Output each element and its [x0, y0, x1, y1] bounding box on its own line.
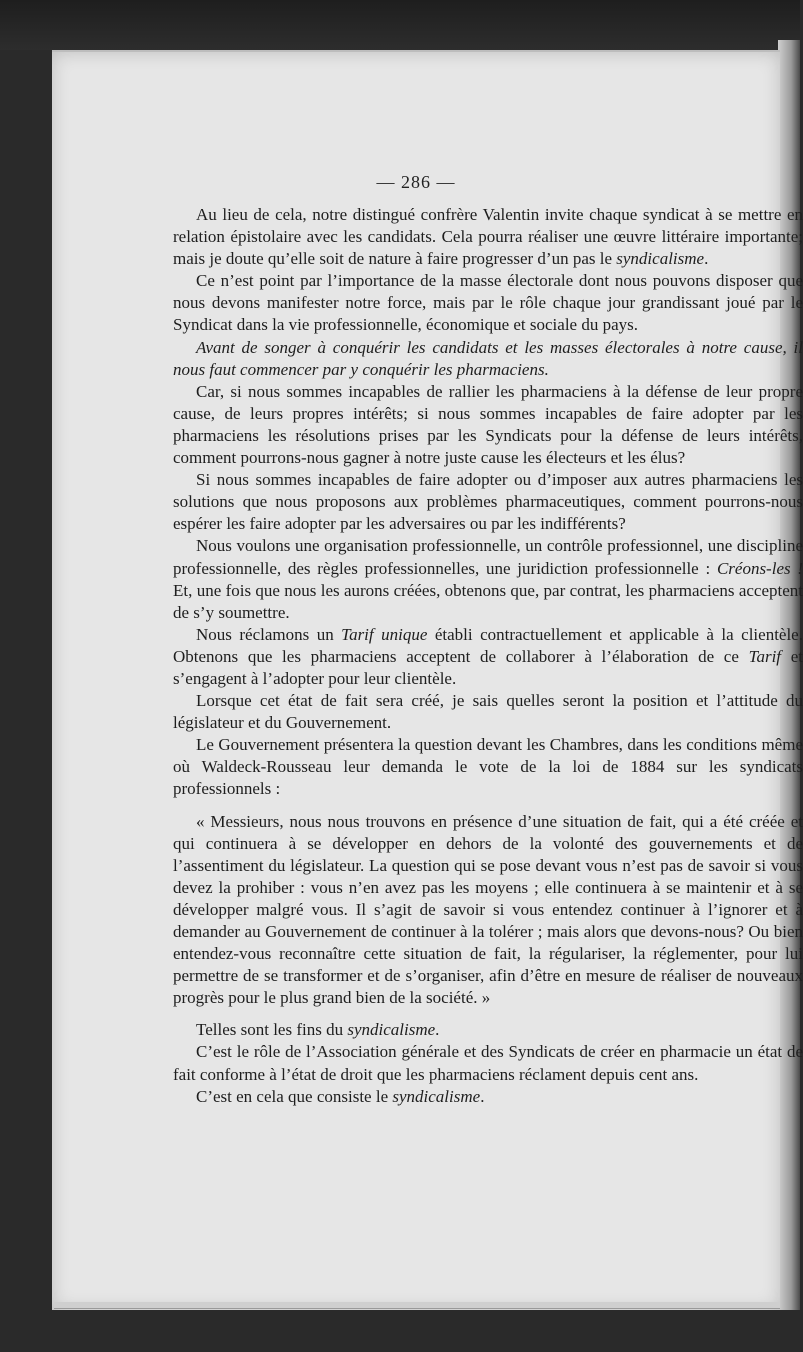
italic-term: syndicalisme — [392, 1086, 481, 1106]
paragraph-italic: Avant de songer à conquérir les candidats et les masses électorales à notre cause, il nous faut commencer par y conquérir les pharmaciens. — [173, 337, 803, 379]
paragraph: C’est en cela que consiste le syndicalisme. — [196, 1086, 485, 1106]
paragraph: Si nous sommes incapables de faire adopter ou d’imposer aux autres pharmaciens les solutions que nous proposons aux problèmes pharmaceutiques, comment pourrons-nous espérer les faire adopter par les adversaires ou par les indifférents? — [173, 470, 803, 534]
paragraph: Lorsque cet état de fait sera créé, je sais quelles seront la position et l’attitude du législateur et du Gouvernement. — [173, 691, 803, 733]
paragraph: Telles sont les fins du syndicalisme. — [196, 1020, 440, 1040]
paragraph: Nous voulons une organisation professionnelle, un contrôle professionnel, une discipline professionnelle, des règles professionnelles, une juridiction professionnelle : Créons-les ! Et, une fois que nous les aurons créées, obtenons que, par contrat, les pharmaciens acceptent de s’y soumettre. — [173, 536, 803, 622]
italic-term: Tarif — [748, 646, 782, 666]
page-bottom-edge — [54, 1302, 780, 1309]
italic-term: Tarif unique — [341, 624, 428, 644]
page-number: — 286 — — [376, 172, 456, 192]
italic-term: syndicalisme — [347, 1020, 436, 1040]
book-page — [52, 50, 803, 1310]
page-body-text — [173, 204, 803, 1108]
paragraph: Nous réclamons un Tarif unique établi contractuellement et applicable à la clientèle. Obtenons que les pharmaciens acceptent de collaborer à l’élaboration de ce Tarif et s’engagent à l’adopter pour leur clientèle. — [173, 624, 803, 688]
paragraph: Le Gouvernement présentera la question devant les Chambres, dans les conditions même où Waldeck-Rousseau leur demanda le vote de la loi de 1884 sur les syndicats professionnels : — [173, 735, 803, 799]
paragraph: C’est le rôle de l’Association générale et des Syndicats de créer en pharmacie un état de fait conforme à l’état de droit que les pharmaciens réclament depuis cent ans. — [173, 1042, 803, 1084]
paragraph: Au lieu de cela, notre distingué confrère Valentin invite chaque syndicat à se mettre en relation épistolaire avec les candidats. Cela pourra réaliser une œuvre littéraire importante; mais je doute qu’elle soit de nature à faire progresser d’un pas le syndicalisme. — [173, 205, 803, 269]
italic-term: syndicalisme — [616, 249, 705, 269]
scan-background-top — [0, 0, 800, 50]
block-quote: « Messieurs, nous nous trouvons en présence d’une situation de fait, qui a été créée et qui continuera à se développer en dehors de la volonté des gouvernements et de l’assentiment du législateur. La question qui se pose devant vous n’est pas de savoir si vous devez la prohiber : vous n’en avez pas les moyens ; elle continuera à se maintenir et à se développer malgré vous. Il s’agit de savoir si vous entendez continuer à l’ignorer et à demander au Gouvernement de continuer à la tolérer ; mais alors que devons-nous? Ou bien entendez-vous reconnaître cette situation de fait, la régulariser, la réglementer, pour lui permettre de se transformer et de s’organiser, afin d’être en mesure de réaliser de nouveaux progrès pour le plus grand bien de la société. » — [173, 811, 803, 1008]
paragraph: Car, si nous sommes incapables de rallier les pharmaciens à la défense de leur propre cause, de leurs propres intérêts; si nous sommes incapables de faire adopter par les pharmaciens les résolutions prises par les Syndicats pour la défense de leurs intérêts, comment pourrons-nous gagner à notre juste cause les électeurs et les élus? — [173, 381, 803, 468]
paragraph: Ce n’est point par l’importance de la masse électorale dont nous pouvons disposer que nous devons manifester notre force, mais par le rôle chaque jour grandissant joué par le Syndicat dans la vie professionnelle, économique et sociale du pays. — [173, 271, 803, 335]
italic-term: Créons-les ! — [716, 558, 803, 578]
